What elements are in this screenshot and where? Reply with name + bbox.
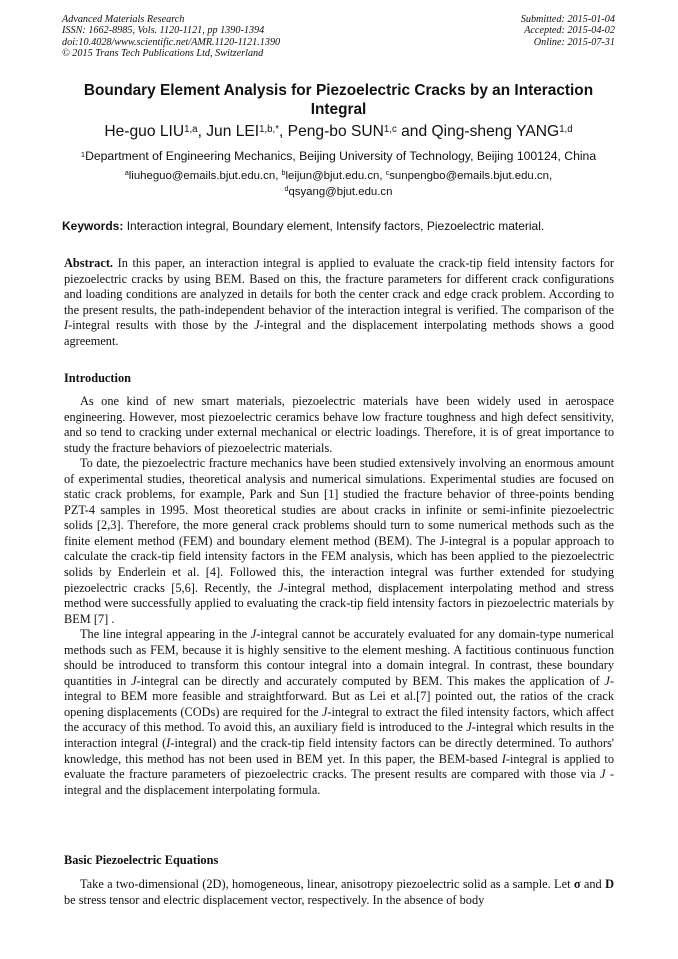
journal-header [62,14,280,60]
affiliation: $^1$Department of Engineering Mechanics, Beijing University of Technology, Beijing 100124, China [80,149,597,163]
abstract-label: Abstract. [64,256,114,270]
section-heading-basic-equations: Basic Piezoelectric Equations [64,853,219,867]
author: Jun $LEI^{1,b,*}$, [206,123,288,140]
online-date: Online: 2015-07-31 [533,36,615,48]
email-link[interactable]: liuheguo@emails.bjut.edu.cn, [128,170,282,182]
abstract: Abstract. In this paper, an interaction integral is applied to evaluate the crack-tip field intensity factors for piezoelectric cracks by using BEM. Based on this, the fracture parameters for different crack configurations and loading conditions are analyzed in details for both the center crack and edge crack problem. According to the present results, the path-independent behavior of the interaction integral is verified. The comparison of the I-integral results with those by the J-integral and the displacement interpolating methods shows a good agreement. [64,256,614,348]
doi: doi:10.4028/www.scientific.net/AMR.1120-1121.1390 [62,36,281,48]
paper-title: Boundary Element Analysis for Piezoelectric Cracks by an Interaction Integral [83,82,594,118]
submitted-date: Submitted: 2015-01-04 [520,14,615,25]
accepted-date: Accepted: 2015-04-02 [524,25,615,37]
paragraph: As one kind of new smart materials, piezoelectric materials have been widely used in aerospace engineering. However, most piezoelectric ceramics behave low fracture toughness and high defect sensitivity, and so tend to cracking under external mechanical or electric loadings. Therefore, it is of great importance to study the fracture behaviors of piezoelectric materials. [64,394,614,455]
d-symbol: D [605,877,614,891]
email-list: $^a$liuheguo@emails.bjut.edu.cn, $^b$leijun@bjut.edu.cn, $^c$sunpengbo@emails.bjut.edu.cn, $^d$qsyang@bjut.edu.cn [124,170,553,198]
paragraph: To date, the piezoelectric fracture mechanics have been studied extensively involving an enormous amount of experimental studies, theoretical analysis and numerical simulations. Experimental studies are focused on static crack problems, for example, Park and Sun [1] studied the fracture behavior of three-points bending PZT-4 samples in 1995. Most theoretical studies are about cracks in infinite or semi-infinite piezoelectric solids [2,3]. Therefore, the more general crack problems should turn to some numerical methods such as the finite element method (FEM) and boundary element method (BEM). The J-integral is a popular approach to calculate the crack-tip field intensity factors in the FEM analysis, which has been applied to the piezoelectric solids by Enderlein et al. [4]. Followed this, the interaction integral was further extended for studying piezoelectric cracks [5,6]. Recently, the J-integral method, displacement interpolating method and stress method were successfully applied to evaluating the crack-tip field intensity factors in piezoelectric materials by BEM [7] . [64,456,614,626]
journal-name: Advanced Materials Research [62,14,185,25]
issn: ISSN: 1662-8985, Vols. 1120-1121, pp 1390-1394 [62,25,265,37]
keywords-label: Keywords: [62,219,124,233]
paragraph: Take a two-dimensional (2D), homogeneous, linear, anisotropy piezoelectric solid as a sample. Let σ and D be stress tensor and electric displacement vector, respectively. In the absence of body [64,877,614,907]
paragraph: The line integral appearing in the J-integral cannot be accurately evaluated for any domain-type numerical methods such as FEM, because it is highly sensitive to the element meshing. A factitious continuous function should be introduced to transform this contour integral into a domain integral. In contrast, these boundary quantities in J-integral can be directly and accurately computed by BEM. This makes the application of J-integral to BEM more feasible and straightforward. But as Lei et al.[7] pointed out, the ratios of the crack opening displacements (CODs) are required for the J-integral to extract the filed intensity factors, which affect the accuracy of this method. To avoid this, an auxiliary field is introduced to the J-integral which results in the interaction integral (I-integral) and the crack-tip field intensity factors can be directly determined. To authors' knowledge, this method has not been used in BEM yet. In this paper, the BEM-based I-integral is applied to evaluate the fracture parameters of piezoelectric cracks. The present results are compared with those via J -integral and the displacement interpolating formula. [64,627,615,797]
email-link[interactable]: qsyang@bjut.edu.cn [288,186,393,198]
email-link[interactable]: leijun@bjut.edu.cn, [285,170,386,182]
introduction-body [64,394,614,798]
dates-header [521,14,615,48]
email-link[interactable]: sunpengbo@emails.bjut.edu.cn, [389,170,553,182]
sigma-symbol: σ [573,877,581,891]
author: He-guo LIU$^{1,a}$, [104,123,207,140]
copyright: © 2015 Trans Tech Publications Ltd, Switzerland [62,48,264,60]
author: Peng-bo SUN$^{1,c}$ and [287,123,432,140]
author-list [62,122,615,141]
section-heading-introduction: Introduction [64,371,131,385]
author: Qing-sheng YANG$^{1,d}$ [431,123,573,140]
basic-equations-body [64,877,614,908]
keywords [62,219,615,234]
keywords-text: Interaction integral, Boundary element, Intensify factors, Piezoelectric material. [123,219,545,233]
